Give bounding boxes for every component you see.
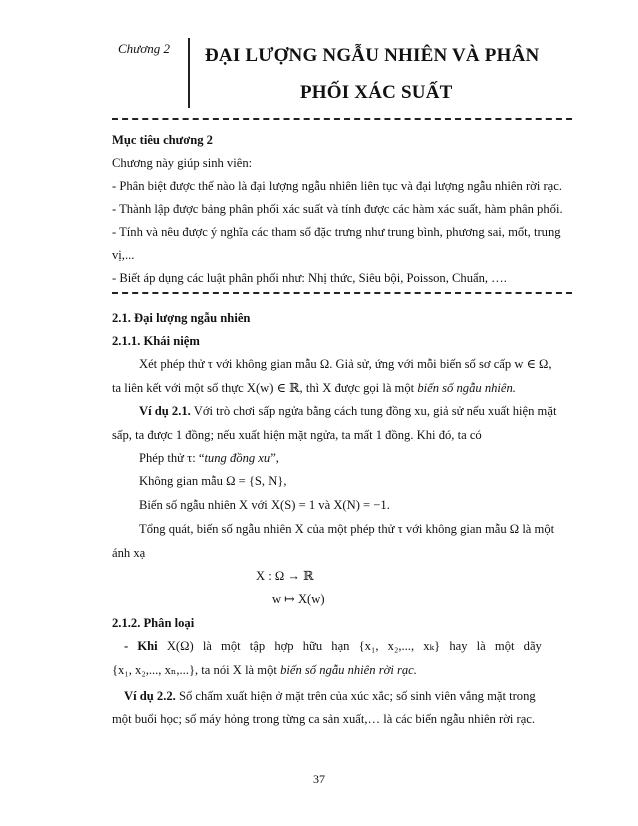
text-span: với (251, 498, 268, 512)
text-span: với không gian mẫu (215, 357, 317, 371)
paragraph-line (139, 521, 554, 537)
dashed-rule-top (112, 118, 572, 120)
example-line: một buổi học; số máy hỏng trong từng ca sản xuất,… là các biến ngẫu nhiên rời rạc. (112, 712, 536, 726)
text-span: ta nói (201, 663, 230, 677)
italic-term: biến số ngẫu nhiên. (417, 381, 516, 395)
subsection-heading: 2.1.2. Phân loại (112, 616, 195, 630)
chapter-label: Chương 2 (118, 41, 170, 56)
example-label: Ví dụ 2.2. (124, 689, 176, 703)
classification-line (124, 638, 542, 654)
text-span: và (318, 498, 331, 512)
page-number: 37 (313, 772, 325, 786)
chapter-title-line2: PHỐI XÁC SUẤT (300, 82, 453, 103)
objective-item: - Biết áp dụng các luật phân phối như: Nhị thức, Siêu bội, Poisson, Chuẩn, …. (112, 271, 507, 285)
section-heading: 2.1. Đại lượng ngẫu nhiên (112, 311, 251, 325)
text-span: Xét phép thử (139, 357, 205, 371)
text-span: hay là một dãy (449, 639, 542, 653)
math-expression: {x₁, x₂,..., xₖ} (358, 639, 441, 653)
paragraph-line (112, 380, 516, 396)
example-line (124, 688, 536, 704)
dashed-rule-bottom (112, 292, 572, 294)
objective-item: - Phân biệt được thế nào là đại lượng ngẫu nhiên liên tục và đại lượng ngẫu nhiên rời rạc. (112, 179, 562, 193)
math-expression: X(Ω) (166, 639, 194, 653)
text-span: Phép thử (139, 451, 184, 465)
italic-term: biến số ngẫu nhiên rời rạc. (280, 663, 417, 677)
math-expression: X(S) = 1 (270, 498, 316, 512)
text-span: Không gian mẫu (139, 474, 223, 488)
paragraph-line (139, 356, 552, 372)
example-label: Ví dụ 2.1. (139, 404, 191, 418)
mapping-formula-line2: w ↦ X(w) (272, 592, 325, 606)
text-span: là một tập hợp hữu hạn (202, 639, 350, 653)
objectives-intro: Chương này giúp sinh viên: (112, 156, 253, 170)
math-omega: Ω (509, 522, 520, 536)
trial-line (139, 450, 279, 466)
text-span: Số chấm xuất hiện ở mặt trên của xúc xắc; số sinh viên vắng mặt trong (178, 689, 536, 703)
math-tau: τ (207, 357, 213, 371)
math-symbol: X (239, 498, 249, 512)
objectives-heading: Mục tiêu chương 2 (112, 133, 213, 147)
text-span: - Khi (124, 639, 158, 653)
example-line (139, 403, 556, 419)
math-expression: w ∈ Ω, (514, 357, 552, 371)
text-span: Giả sử, ứng với mỗi biến số sơ cấp (335, 357, 512, 371)
math-tau: τ (397, 522, 403, 536)
math-expression: X(N) = −1. (333, 498, 390, 512)
sample-space-line (139, 473, 287, 489)
math-expression: X(w) ∈ ℝ, (246, 381, 303, 395)
text-span: được gọi là một (334, 381, 415, 395)
italic-term: tung đồng xu (204, 451, 271, 465)
classification-line (112, 662, 417, 678)
math-symbol: X (232, 663, 242, 677)
objective-item: - Thành lập được bảng phân phối xác suất và tính được các hàm xác suất, hàm phân phối. (112, 202, 563, 216)
text-span: là một (245, 663, 277, 677)
objective-item: - Tính và nêu được ý nghĩa các tham số đặc trưng như trung bình, phương sai, mốt, trung (112, 225, 561, 239)
header-divider (188, 38, 190, 108)
text-span: ”, (270, 451, 279, 465)
text-span: Tổng quát, biến số ngẫu nhiên X của một phép thử (139, 522, 395, 536)
text-span: Biến số ngẫu nhiên (139, 498, 236, 512)
math-symbol: X (322, 381, 332, 395)
text-span: với không gian mẫu (405, 522, 507, 536)
mapping-formula-line1: X : Ω → ℝ (256, 569, 314, 583)
subsection-heading: 2.1.1. Khái niệm (112, 334, 200, 348)
math-tau: τ (187, 451, 193, 465)
text-span: ta liên kết với một số thực (112, 381, 244, 395)
text-span: : “ (192, 451, 205, 465)
math-expression: {x₁, x₂,..., xₙ,...}, (112, 663, 199, 677)
example-line: sấp, ta được 1 đồng; nếu xuất hiện mặt ngửa, ta mất 1 đồng. Khi đó, ta có (112, 428, 482, 442)
math-expression: Ω = {S, N}, (226, 474, 287, 488)
text-span: là một (522, 522, 555, 536)
text-span: Với trò chơi sấp ngửa bằng cách tung đồng xu, giả sử nếu xuất hiện mặt (193, 404, 557, 418)
objective-item: vị,... (112, 248, 135, 262)
paragraph-line: ánh xạ (112, 546, 146, 560)
math-omega: Ω. (319, 357, 333, 371)
text-span: thì (305, 381, 320, 395)
random-variable-line (139, 497, 390, 513)
chapter-title-line1: ĐẠI LƯỢNG NGẪU NHIÊN VÀ PHÂN (205, 45, 540, 66)
